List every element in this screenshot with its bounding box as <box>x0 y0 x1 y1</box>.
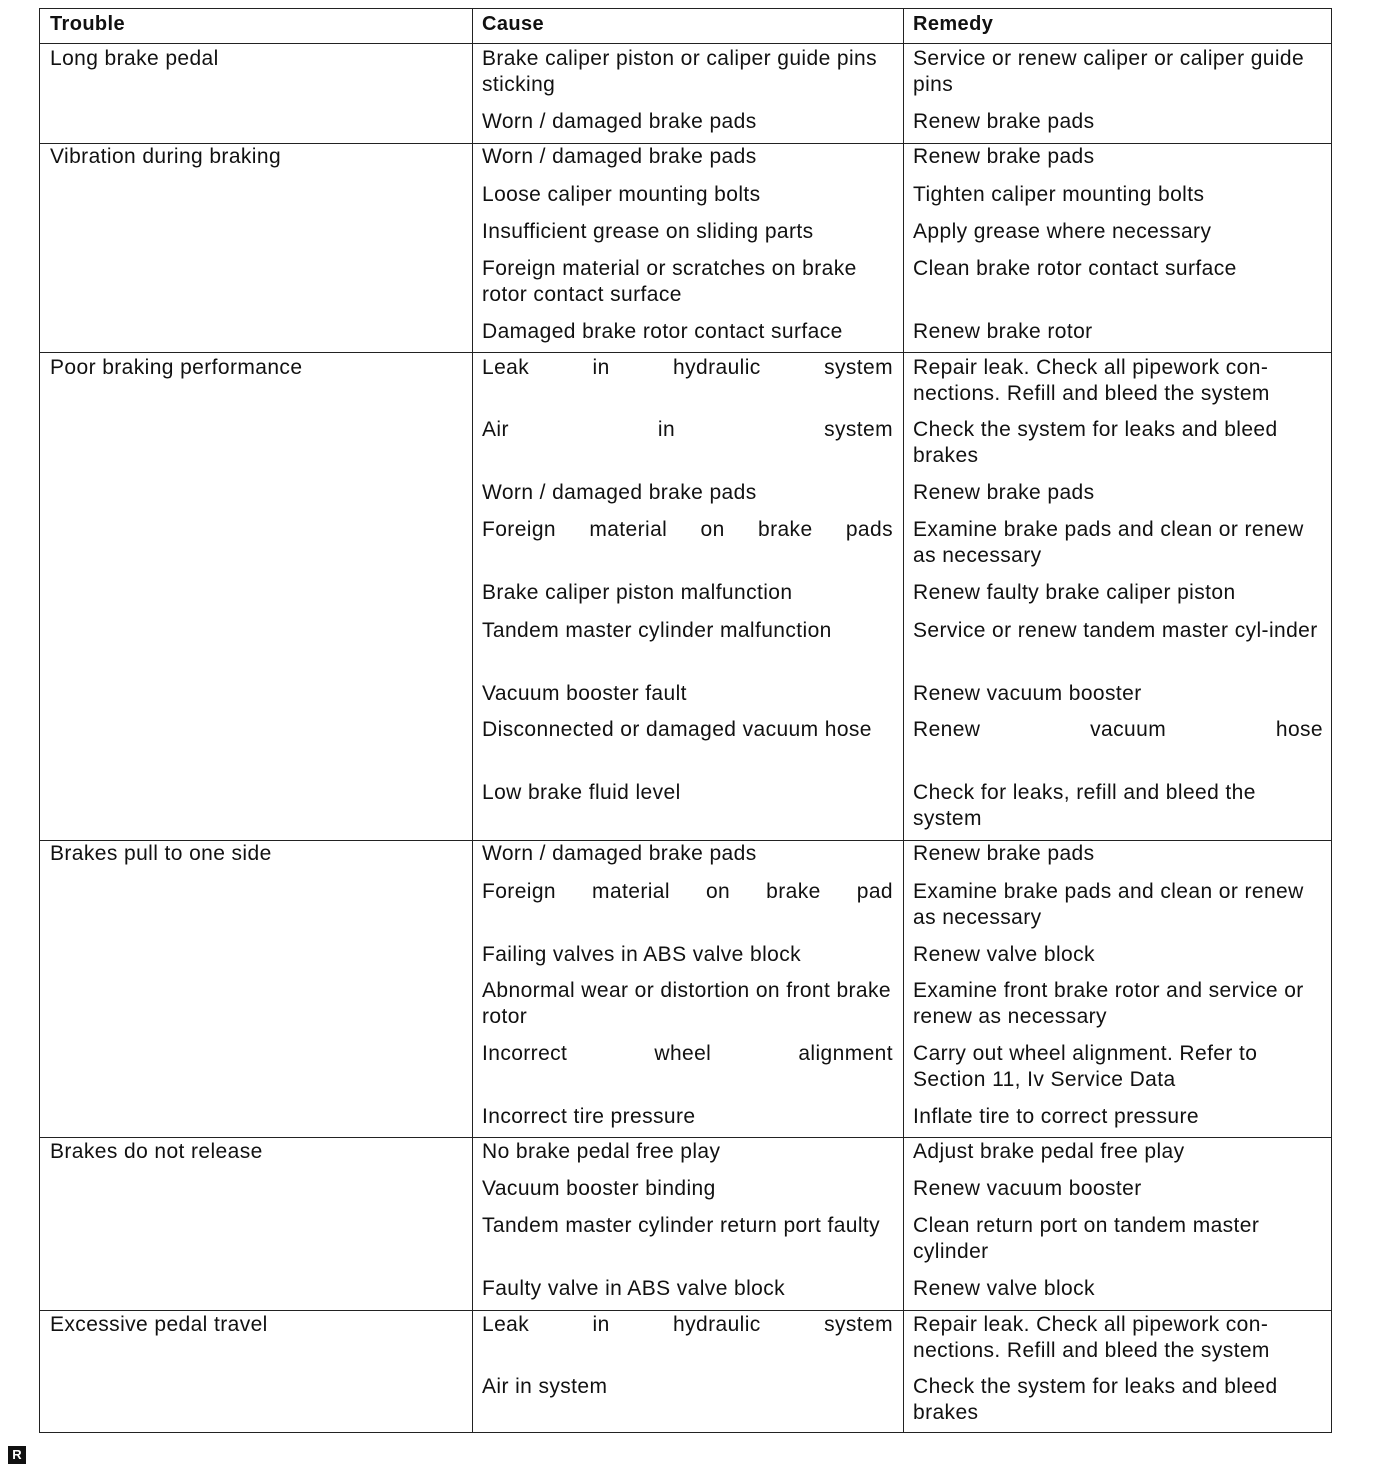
remedy-cell: Inflate tire to correct pressure <box>913 1105 1199 1128</box>
remedy-cell: Repair leak. Check all pipework con-nections. Refill and bleed the system <box>913 356 1270 405</box>
page-corner-mark: R <box>8 1446 26 1464</box>
header-cause: Cause <box>482 13 545 35</box>
remedy-cell: Check the system for leaks and bleed brakes <box>913 1375 1278 1424</box>
cause-cell: Damaged brake rotor contact surface <box>482 320 843 343</box>
remedy-cell: Renew brake pads <box>913 842 1095 865</box>
remedy-cell: Renew vacuum hose <box>913 718 1323 741</box>
cause-cell: Vacuum booster binding <box>482 1177 716 1200</box>
cause-cell: Insufficient grease on sliding parts <box>482 220 814 243</box>
troubleshooting-table <box>39 8 1332 1433</box>
remedy-cell: Check the system for leaks and bleed brakes <box>913 418 1278 467</box>
remedy-cell: Renew valve block <box>913 1277 1095 1300</box>
trouble-cell: Brakes pull to one side <box>50 842 272 865</box>
remedy-cell: Tighten caliper mounting bolts <box>913 183 1205 206</box>
cause-cell: No brake pedal free play <box>482 1140 721 1163</box>
trouble-cell: Excessive pedal travel <box>50 1313 268 1336</box>
cause-cell: Failing valves in ABS valve block <box>482 943 802 966</box>
remedy-cell: Check for leaks, refill and bleed the system <box>913 781 1256 830</box>
column-divider <box>903 9 904 1432</box>
cause-cell: Worn / damaged brake pads <box>482 842 757 865</box>
header-remedy: Remedy <box>913 13 994 35</box>
remedy-cell: Carry out wheel alignment. Refer to Section 11, Iv Service Data <box>913 1042 1258 1091</box>
cause-cell: Low brake fluid level <box>482 781 681 804</box>
cause-cell: Air in system <box>482 418 893 441</box>
remedy-cell: Renew brake pads <box>913 481 1095 504</box>
remedy-cell: Examine brake pads and clean or renew as necessary <box>913 518 1304 567</box>
cause-cell: Brake caliper piston malfunction <box>482 581 793 604</box>
cause-cell: Worn / damaged brake pads <box>482 481 757 504</box>
cause-cell: Air in system <box>482 1375 608 1398</box>
trouble-cell: Long brake pedal <box>50 47 219 70</box>
cause-cell: Foreign material or scratches on brake rotor contact surface <box>482 257 857 306</box>
cause-cell: Foreign material on brake pads <box>482 518 893 541</box>
trouble-cell: Brakes do not release <box>50 1140 263 1163</box>
cause-cell: Leak in hydraulic system <box>482 1313 893 1336</box>
remedy-cell: Renew brake pads <box>913 110 1095 133</box>
remedy-cell: Renew brake rotor <box>913 320 1093 343</box>
trouble-cell: Vibration during braking <box>50 145 282 168</box>
remedy-cell: Service or renew caliper or caliper guide pins <box>913 47 1305 96</box>
remedy-cell: Clean return port on tandem master cylinder <box>913 1214 1260 1263</box>
remedy-cell: Adjust brake pedal free play <box>913 1140 1185 1163</box>
row-divider <box>40 1137 1331 1138</box>
cause-cell: Worn / damaged brake pads <box>482 145 757 168</box>
remedy-cell: Renew faulty brake caliper piston <box>913 581 1236 604</box>
cause-cell: Disconnected or damaged vacuum hose <box>482 718 872 741</box>
column-divider <box>472 9 473 1432</box>
remedy-cell: Service or renew tandem master cyl-inder <box>913 619 1318 642</box>
cause-cell: Brake caliper piston or caliper guide pins sticking <box>482 47 878 96</box>
remedy-cell: Repair leak. Check all pipework con-nections. Refill and bleed the system <box>913 1313 1270 1362</box>
remedy-cell: Examine front brake rotor and service or renew as necessary <box>913 979 1304 1028</box>
remedy-cell: Renew brake pads <box>913 145 1095 168</box>
row-divider <box>40 43 1331 44</box>
remedy-cell: Renew vacuum booster <box>913 682 1142 705</box>
cause-cell: Worn / damaged brake pads <box>482 110 757 133</box>
cause-cell: Faulty valve in ABS valve block <box>482 1277 786 1300</box>
remedy-cell: Renew valve block <box>913 943 1095 966</box>
header-trouble: Trouble <box>50 13 126 35</box>
cause-cell: Leak in hydraulic system <box>482 356 893 379</box>
remedy-cell: Clean brake rotor contact surface <box>913 257 1237 280</box>
cause-cell: Tandem master cylinder malfunction <box>482 619 832 642</box>
remedy-cell: Renew vacuum booster <box>913 1177 1142 1200</box>
remedy-cell: Examine brake pads and clean or renew as necessary <box>913 880 1304 929</box>
cause-cell: Abnormal wear or distortion on front brake rotor <box>482 979 891 1028</box>
remedy-cell: Apply grease where necessary <box>913 220 1212 243</box>
cause-cell: Incorrect wheel alignment <box>482 1042 893 1065</box>
cause-cell: Loose caliper mounting bolts <box>482 183 761 206</box>
cause-cell: Foreign material on brake pad <box>482 880 893 903</box>
cause-cell: Incorrect tire pressure <box>482 1105 696 1128</box>
cause-cell: Vacuum booster fault <box>482 682 687 705</box>
row-divider <box>40 352 1331 353</box>
trouble-cell: Poor braking performance <box>50 356 303 379</box>
cause-cell: Tandem master cylinder return port faulty <box>482 1214 881 1237</box>
row-divider <box>40 1310 1331 1311</box>
